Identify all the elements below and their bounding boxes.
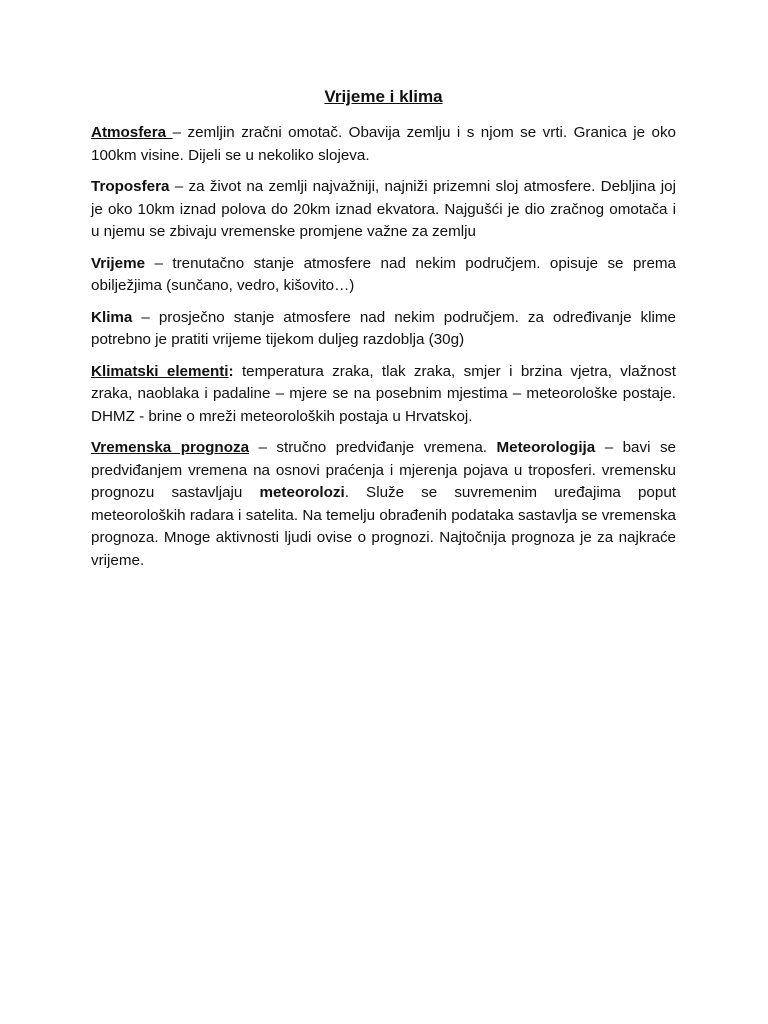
paragraph-troposfera xyxy=(91,176,676,244)
paragraph-vrijeme xyxy=(91,253,676,298)
term-atmosfera: Atmosfera xyxy=(91,124,173,141)
term-meteorolozi: meteorolozi xyxy=(259,484,345,501)
definition-vremenska-prognoza-part-1: – stručno predviđanje vremena. xyxy=(249,439,497,456)
paragraph-klimatski-elementi xyxy=(91,361,676,429)
paragraph-vremenska-prognoza xyxy=(91,437,676,572)
document-page xyxy=(91,86,676,581)
term-troposfera: Troposfera xyxy=(91,178,170,195)
page-title: Vrijeme i klima xyxy=(324,87,443,106)
term-meteorologija: Meteorologija xyxy=(496,439,596,456)
term-klimatski-elementi: Klimatski elementi xyxy=(91,362,229,380)
definition-vremenska-prognoza-part-2: – bavi se predviđanjem vremena na osnovi praćenja i mjerenja pojava u troposferi. vremensku prognozu sastavljaju xyxy=(91,439,676,501)
definition-vremenska-prognoza-part-3: . Služe se suvremenim uređajima poput meteoroloških radara i satelita. Na temelju obrađenih podataka sastavlja se vremenska prognoza. Mnoge aktivnosti ljudi ovise o prognozi. Najtočnija prognoza je za najkraće vrijeme. xyxy=(91,484,676,569)
term-klima: Klima xyxy=(91,308,133,326)
term-vremenska-prognoza: Vremenska prognoza xyxy=(91,439,250,456)
paragraph-klima xyxy=(91,307,676,352)
term-klimatski-elementi-colon: : xyxy=(228,362,234,380)
definition-klimatski-elementi: temperatura zraka, tlak zraka, smjer i brzina vjetra, vlažnost zraka, naoblaka i padaline – mjere se na posebnim mjestima – meteorološke postaje. DHMZ - brine o mreži meteoroloških postaja u Hrvatskoj. xyxy=(91,362,676,425)
definition-troposfera: – za život na zemlji najvažniji, najniži prizemni sloj atmosfere. Debljina joj je oko 10km iznad polova do 20km iznad ekvatora. Najgušći je dio zračnog omotača i u njemu se zbivaju vremenske promjene važne za zemlju xyxy=(91,178,676,240)
definition-atmosfera: – zemljin zračni omotač. Obavija zemlju i s njom se vrti. Granica je oko 100km visine. Dijeli se u nekoliko slojeva. xyxy=(91,124,676,164)
term-vrijeme: Vrijeme xyxy=(91,254,146,272)
definition-vrijeme: – trenutačno stanje atmosfere nad nekim područjem. opisuje se prema obilježjima (sunčano, vedro, kišovito…) xyxy=(91,254,676,294)
definition-klima: – prosječno stanje atmosfere nad nekim područjem. za određivanje klime potrebno je pratiti vrijeme tijekom duljeg razdoblja (30g) xyxy=(91,308,676,348)
paragraph-atmosfera xyxy=(91,122,676,167)
